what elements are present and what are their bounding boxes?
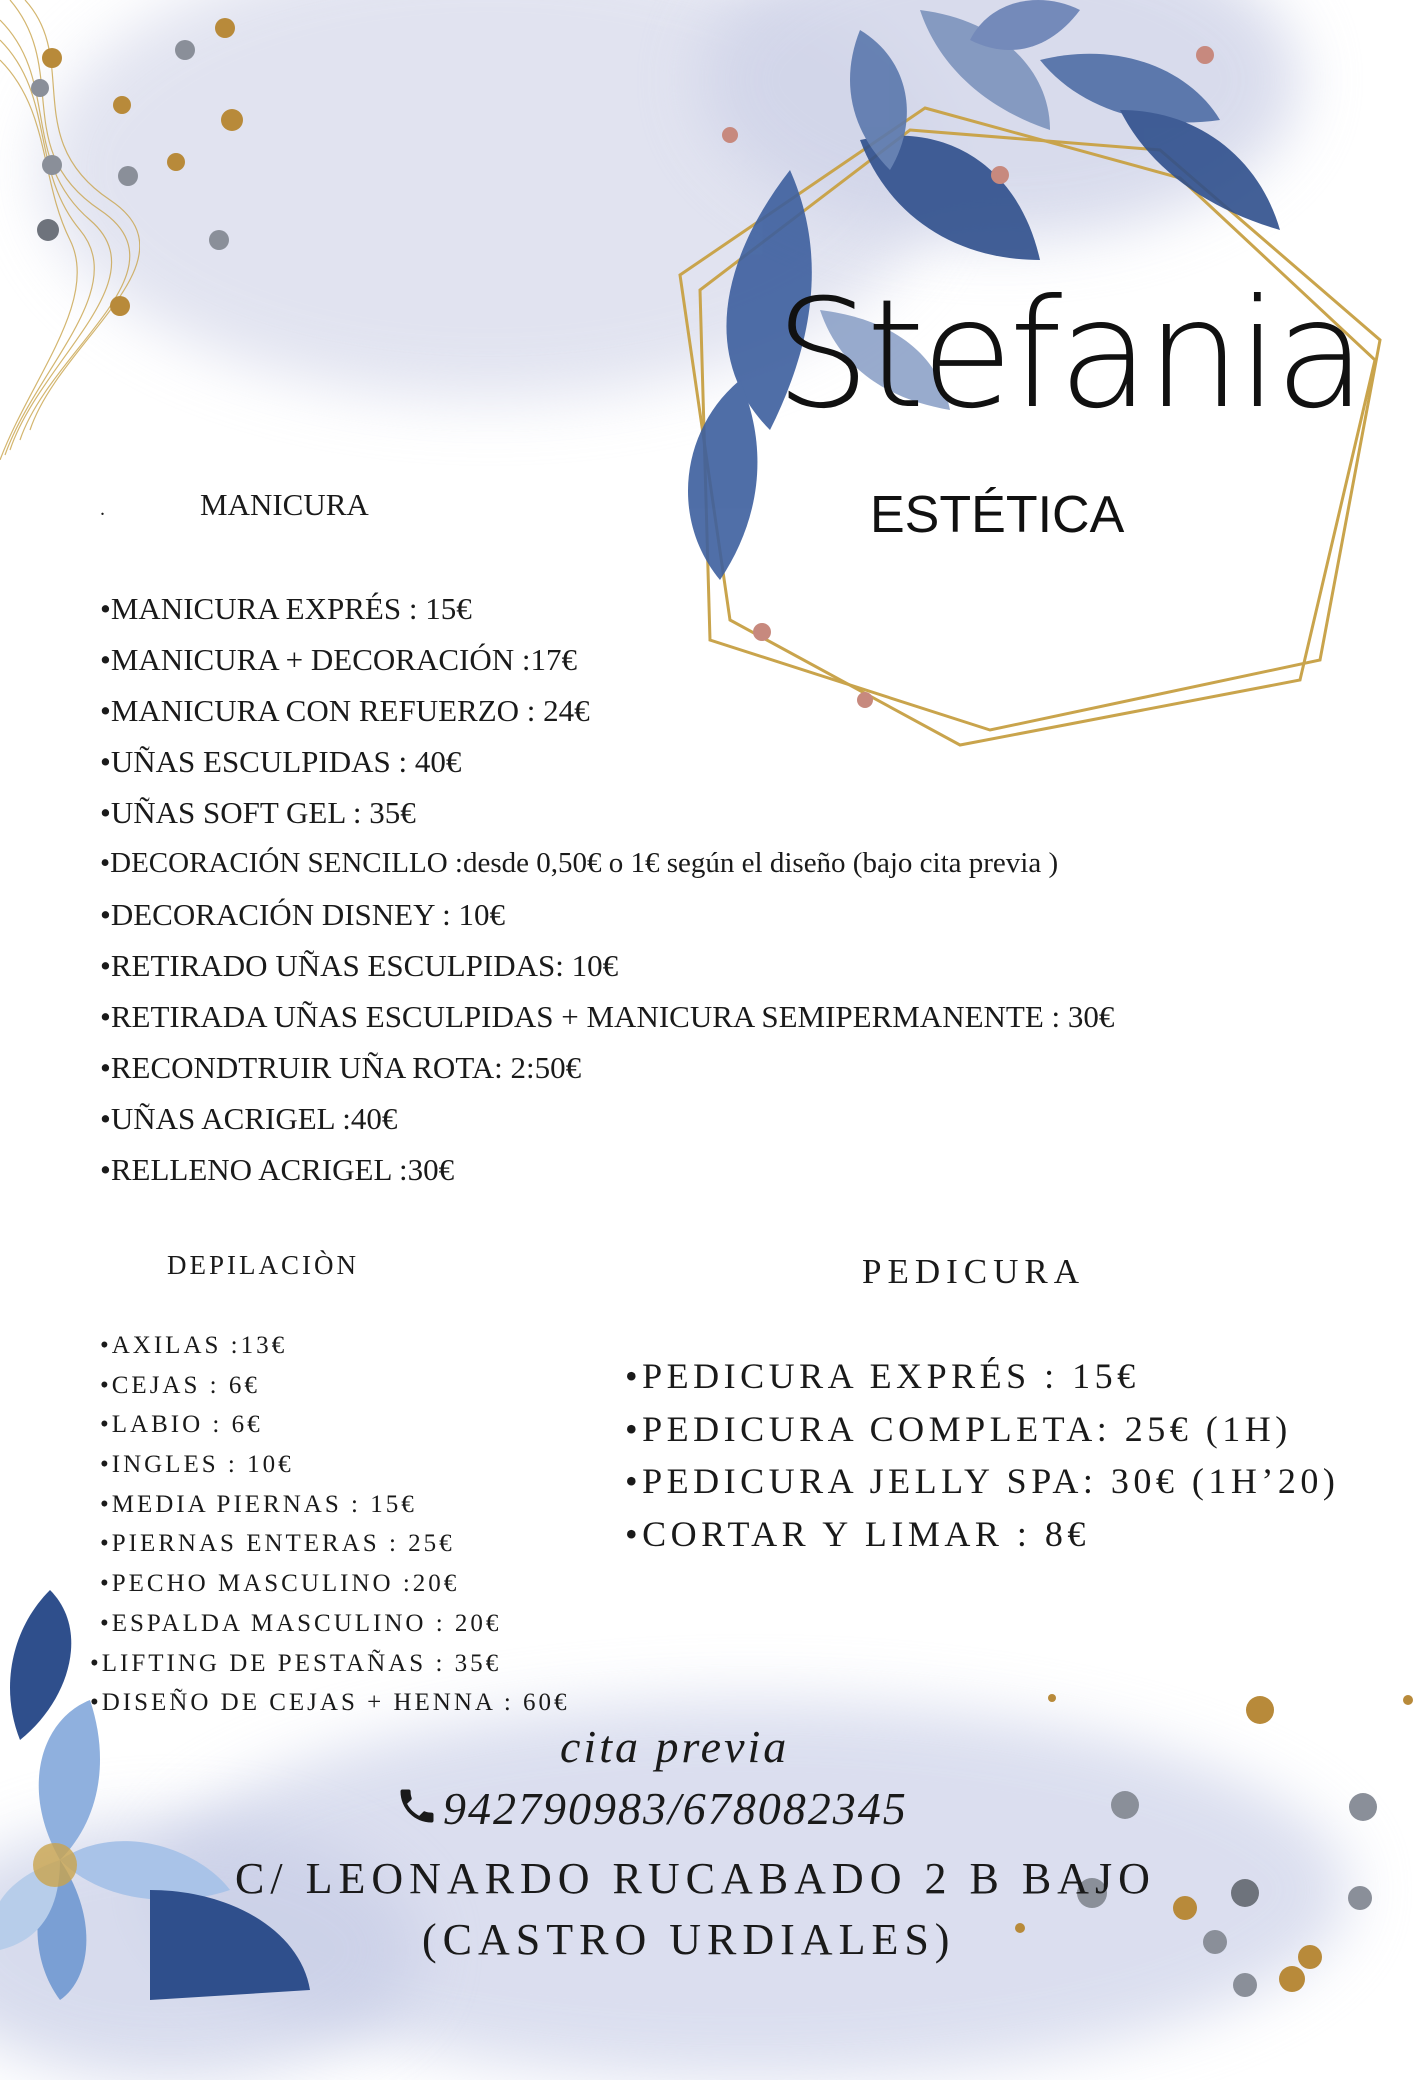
list-item: •LIFTING DE PESTAÑAS : 35€ <box>90 1649 502 1677</box>
list-item: •CORTAR Y LIMAR : 8€ <box>625 1513 1090 1554</box>
list-item: •PIERNAS ENTERAS : 25€ <box>100 1530 455 1558</box>
list-item: •MANICURA + DECORACIÓN :17€ <box>100 642 578 677</box>
cita-previa-label: cita previa <box>560 1721 790 1772</box>
pedicura-heading: PEDICURA <box>862 1252 1086 1291</box>
list-item: •AXILAS :13€ <box>100 1332 288 1359</box>
phone-row <box>395 1782 908 1835</box>
list-item: •INGLES : 10€ <box>100 1451 294 1479</box>
list-item: •DECORACIÓN SENCILLO :desde 0,50€ o 1€ según el diseño (bajo cita previa ) <box>100 847 1059 879</box>
heading-marker: . <box>100 498 105 520</box>
list-item: •ESPALDA MASCULINO : 20€ <box>100 1609 502 1637</box>
list-item: •UÑAS ESCULPIDAS : 40€ <box>100 744 462 779</box>
phone-numbers: 942790983/678082345 <box>443 1783 908 1834</box>
list-item: •RETIRADO UÑAS ESCULPIDAS: 10€ <box>100 948 619 983</box>
list-item: •RETIRADA UÑAS ESCULPIDAS + MANICURA SEMIPERMANENTE : 30€ <box>100 999 1115 1034</box>
depilacion-list <box>90 1326 570 1723</box>
address-line-2: (CASTRO URDIALES) <box>422 1915 956 1964</box>
manicura-heading-text: MANICURA <box>200 487 369 522</box>
list-item: •CEJAS : 6€ <box>100 1371 260 1399</box>
list-item: •RELLENO ACRIGEL :30€ <box>100 1152 455 1187</box>
depilacion-heading: DEPILACIÒN <box>167 1250 359 1280</box>
list-item: •RECONDTRUIR UÑA ROTA: 2:50€ <box>100 1050 582 1085</box>
list-item: •DISEÑO DE CEJAS + HENNA : 60€ <box>90 1689 570 1717</box>
list-item: •PEDICURA EXPRÉS : 15€ <box>625 1356 1140 1396</box>
list-item: •PECHO MASCULINO :20€ <box>100 1570 460 1598</box>
list-item: •DECORACIÓN DISNEY : 10€ <box>100 897 505 932</box>
pedicura-list <box>625 1350 1339 1560</box>
list-item: •MANICURA CON REFUERZO : 24€ <box>100 693 590 728</box>
manicura-list <box>100 583 1114 1195</box>
brand-name: Stefania <box>775 268 1363 442</box>
address-line-1: C/ LEONARDO RUCABADO 2 B BAJO <box>235 1854 1156 1903</box>
manicura-heading <box>100 487 369 523</box>
dots-top-left <box>0 0 260 340</box>
brand-subtitle: ESTÉTICA <box>870 486 1125 544</box>
phone-icon <box>395 1784 439 1828</box>
list-item: •MANICURA EXPRÉS : 15€ <box>100 591 472 626</box>
list-item: •UÑAS ACRIGEL :40€ <box>100 1101 398 1136</box>
list-item: •PEDICURA COMPLETA: 25€ (1H) <box>625 1408 1292 1449</box>
list-item: •PEDICURA JELLY SPA: 30€ (1H’20) <box>625 1461 1340 1501</box>
dots-bottom-right <box>1000 1680 1414 2000</box>
list-item: •MEDIA PIERNAS : 15€ <box>100 1490 417 1518</box>
list-item: •UÑAS SOFT GEL : 35€ <box>100 795 416 830</box>
list-item: •LABIO : 6€ <box>100 1411 263 1439</box>
